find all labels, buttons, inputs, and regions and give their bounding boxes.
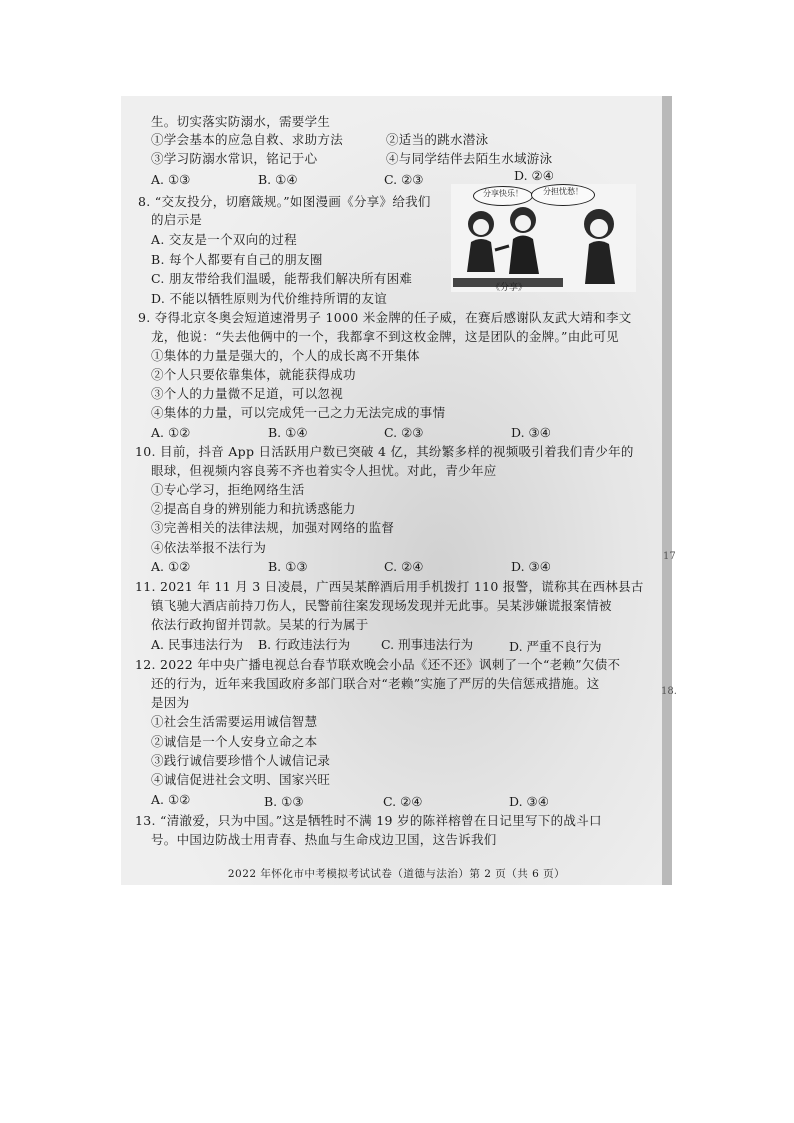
q11-choice-b: B. 行政违法行为 — [258, 637, 351, 652]
q11-stem-2: 镇飞驰大酒店前持刀伤人，民警前往案发现场发现并无此事。吴某涉嫌谎报案情被 — [151, 598, 612, 613]
q9-option-2: ②个人只要依靠集体，就能获得成功 — [151, 367, 356, 382]
q12-choice-a: A. ①② — [151, 792, 191, 807]
q13-stem: 13. “清澈爱，只为中国。”这是牺牲时不满 19 岁的陈祥榕曾在日记里写下的战斗口 — [135, 813, 602, 828]
q12-stem-2: 还的行为，近年来我国政府多部门联合对“老赖”实施了严厉的失信惩戒措施。这 — [151, 676, 600, 691]
q8-stem: 8. “交友投分，切磨箴规。”如图漫画《分享》给我们 — [138, 194, 431, 209]
q12-option-1: ①社会生活需要运用诚信智慧 — [151, 714, 318, 729]
q9-choice-a: A. ①② — [151, 425, 191, 440]
q7-choice-d: D. ②④ — [514, 168, 554, 183]
q10-stem: 10. 目前，抖音 App 日活跃用户数已突破 4 亿，其纷繁多样的视频吸引着我们青少年的 — [135, 444, 634, 459]
sharing-cartoon — [451, 184, 636, 292]
q12-option-3: ③践行诚信要珍惜个人诚信记录 — [151, 753, 331, 768]
page-footer: 2022 年怀化市中考模拟考试试卷（道德与法治）第 2 页（共 6 页） — [227, 868, 566, 880]
q8-choice-d: D. 不能以牺牲原则为代价维持所谓的友谊 — [151, 291, 388, 306]
q9-choice-b: B. ①④ — [268, 425, 308, 440]
cartoon-caption: 《分享》 — [491, 283, 528, 293]
q12-stem: 12. 2022 年中央广播电视总台春节联欢晚会小品《还不还》讽刺了一个“老赖”欠债不 — [135, 657, 621, 672]
q9-option-3: ③个人的力量微不足道，可以忽视 — [151, 386, 344, 401]
q10-choice-d: D. ③④ — [511, 559, 551, 574]
q10-option-1: ①专心学习，拒绝网络生活 — [151, 482, 305, 497]
q7-option-4: ④与同学结伴去陌生水域游泳 — [386, 151, 553, 166]
q11-choice-d: D. 严重不良行为 — [509, 639, 602, 654]
q10-choice-b: B. ①③ — [268, 559, 308, 574]
q10-option-3: ③完善相关的法律法规，加强对网络的监督 — [151, 520, 395, 535]
q11-stem-3: 依法行政拘留并罚款。吴某的行为属于 — [151, 617, 369, 632]
q7-choice-a: A. ①③ — [151, 172, 191, 187]
figure-1-body — [467, 239, 495, 272]
q9-choice-d: D. ③④ — [511, 425, 551, 440]
q7-option-1: ①学会基本的应急自救、求助方法 — [151, 132, 344, 147]
margin-number-17: 17 — [663, 551, 676, 562]
margin-number-18: 18. — [661, 686, 677, 697]
q7-option-3: ③学习防溺水常识，铭记于心 — [151, 151, 318, 166]
q7-choice-b: B. ①④ — [258, 172, 298, 187]
q8-stem-2: 的启示是 — [151, 212, 203, 227]
q10-choice-a: A. ①② — [151, 559, 191, 574]
page-edge-shadow — [662, 96, 672, 885]
q9-stem: 9. 夺得北京冬奥会短道速滑男子 1000 米金牌的任子威，在赛后感谢队友武大靖和李文 — [138, 310, 632, 325]
q8-choice-b: B. 每个人都要有自己的朋友圈 — [151, 252, 323, 267]
q11-choice-c: C. 刑事违法行为 — [381, 637, 474, 652]
figure-3-body — [585, 241, 615, 284]
q11-choice-a: A. 民事违法行为 — [151, 637, 243, 652]
q8-choice-a: A. 交友是一个双向的过程 — [151, 232, 297, 247]
q9-option-4: ④集体的力量，可以完成凭一己之力无法完成的事情 — [151, 405, 446, 420]
q10-option-2: ②提高自身的辨别能力和抗诱惑能力 — [151, 501, 356, 516]
q9-choice-c: C. ②③ — [384, 425, 424, 440]
exam-page — [121, 96, 677, 885]
q7-option-2: ②适当的跳水潜泳 — [386, 132, 489, 147]
cartoon-figures — [451, 184, 636, 292]
speech-bubble-2: 分担忧愁！ — [531, 184, 595, 206]
speech-bubble-1: 分享快乐！ — [473, 186, 533, 206]
q12-choice-b: B. ①③ — [264, 794, 304, 809]
q11-stem: 11. 2021 年 11 月 3 日凌晨，广西吴某醉酒后用手机拨打 110 报警，谎称其在西林县古 — [135, 579, 644, 594]
q7-stem: 生。切实落实防溺水，需要学生 — [151, 114, 331, 129]
q12-choice-c: C. ②④ — [383, 794, 423, 809]
q10-stem-2: 眼球，但视频内容良莠不齐也着实令人担忧。对此，青少年应 — [151, 463, 497, 478]
q9-stem-2: 龙，他说：“失去他俩中的一个，我都拿不到这枚金牌，这是团队的金牌。”由此可见 — [151, 329, 619, 344]
q9-option-1: ①集体的力量是强大的，个人的成长离不开集体 — [151, 348, 420, 363]
q12-option-4: ④诚信促进社会文明、国家兴旺 — [151, 772, 331, 787]
q12-stem-3: 是因为 — [151, 695, 190, 710]
q10-choice-c: C. ②④ — [384, 559, 424, 574]
q10-option-4: ④依法举报不法行为 — [151, 540, 267, 555]
figure-2-body — [509, 236, 539, 275]
q13-stem-2: 号。中国边防战士用青春、热血与生命戍边卫国，这告诉我们 — [151, 832, 497, 847]
q12-option-2: ②诚信是一个人安身立命之本 — [151, 734, 318, 749]
q8-choice-c: C. 朋友带给我们温暖，能帮我们解决所有困难 — [151, 271, 413, 286]
q7-choice-c: C. ②③ — [384, 172, 424, 187]
q12-choice-d: D. ③④ — [509, 794, 549, 809]
